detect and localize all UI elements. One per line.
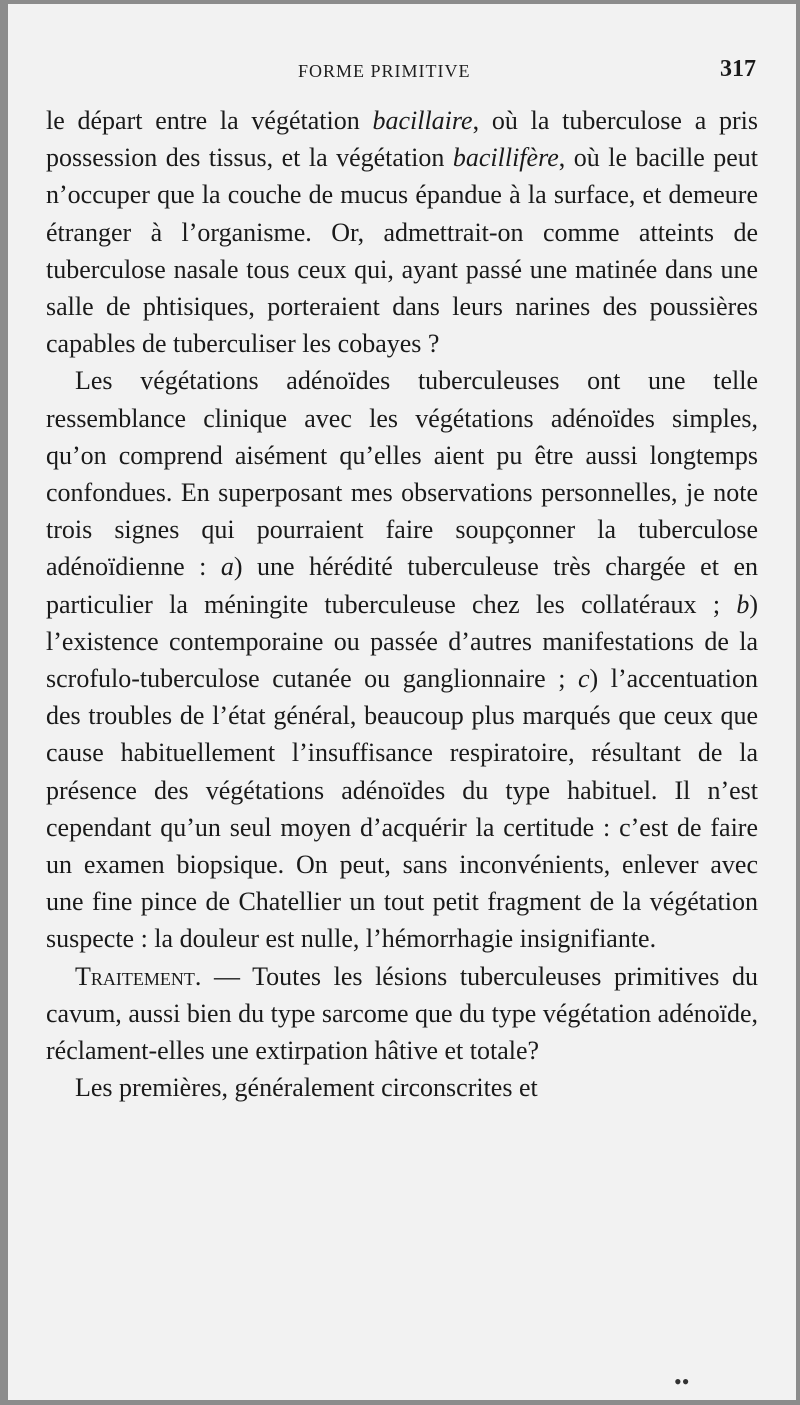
paragraph-1-text-a: le départ entre la végétation [46,106,373,135]
page-header [8,56,796,89]
list-marker-a: a [220,552,234,582]
section-lead-traitement: Traitement. [75,961,202,991]
paragraph-2-text-d: ) l’accentuation des troubles de l’état général, beaucoup plus marqués que ceux que cause habituellement l’insuffisance respiratoire, résultant de la présence des végétations adénoïdes du type habituel. Il n’est cependant qu’un seul moyen d’acquérir la certitude : c’est de faire un examen biopsique. On peut, sans inconvénients, enlever avec une fine pince de Chatellier un tout petit fragment de la végétation suspecte : la douleur est nulle, l’hémorrhagie insignifiante. [46,664,758,954]
paragraph-2 [46,362,758,957]
running-title: FORME PRIMITIVE [298,61,471,81]
paragraph-1-text-c: , où le bacille peut n’occuper que la couche de mucus épandue à la surface, et demeure étranger à l’organisme. Or, admettrait-on comme atteints de tuberculose nasale tous ceux qui, ayant passé une matinée dans une salle de phtisiques, porteraient dans leurs narines des poussières capables de tuberculiser les cobayes ? [46,143,758,359]
paragraph-1-text-b: , où la tuberculose a pris possession des tissus, et la végétation [46,106,758,173]
term-bacillaire: bacillaire [372,106,473,135]
body-text [46,102,758,1106]
paragraph-3 [46,958,758,1070]
signature-mark: •• [674,1369,690,1394]
list-marker-c: c [577,664,590,694]
paragraph-2-text-a: Les végétations adénoïdes tuberculeuses ont une telle ressemblance clinique avec les végétations adénoïdes simples, qu’on comprend aisément qu’elles aient pu être aussi longtemps confondues. En superposant mes observations personnelles, je note trois signes qui pourraient faire soupçonner la tuberculose adénoïdienne : [46,366,758,582]
paragraph-4 [46,1069,758,1106]
paragraph-1 [46,102,758,362]
paragraph-4-text: Les premières, généralement circonscrites et [75,1073,538,1103]
page-number: 317 [720,56,756,82]
paragraph-2-text-b: ) une hérédité tuberculeuse très chargée et en particulier la méningite tuberculeuse chez les collatéraux ; [46,552,758,619]
list-marker-b: b [736,589,750,619]
paragraph-3-text: — Toutes les lésions tuberculeuses primitives du cavum, aussi bien du type sarcome que du type végétation adénoïde, réclament-elles une extirpation hâtive et totale? [46,961,758,1066]
paragraph-2-text-c: ) l’existence contemporaine ou passée d’autres manifestations de la scrofulo-tuberculose cutanée ou ganglionnaire ; [46,589,758,694]
term-bacillifere: bacillifère [452,143,559,173]
book-page [8,4,796,1400]
